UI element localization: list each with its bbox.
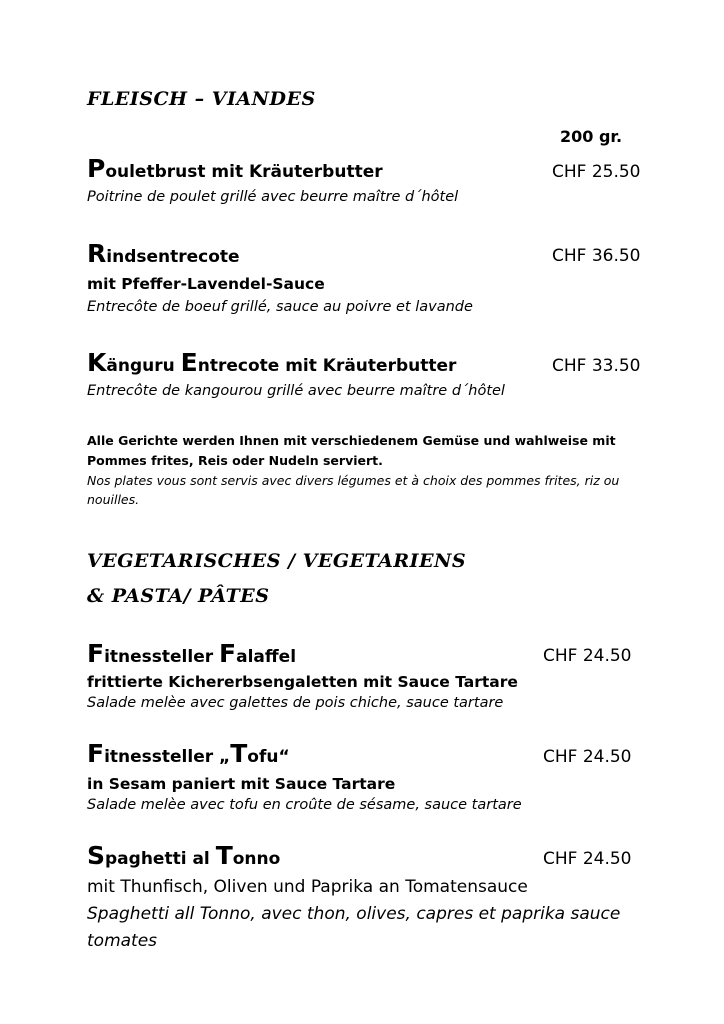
dish-description-fr: Salade melèe avec tofu en croûte de sésame, sauce tartare [87,797,522,813]
dish-initial: F [87,739,105,768]
dish-description-fr: Entrecôte de kangourou grillé avec beurre maître d´hôtel [87,383,505,399]
dish-description-de: mit Pfeffer-Lavendel-Sauce [87,275,325,293]
dish-description-de: mit Thunfisch, Oliven und Paprika an Tomatensauce [87,877,528,897]
dish-name-spaghetti [87,841,280,870]
dish-initial: F [219,639,237,668]
dish-description-de: in Sesam paniert mit Sauce Tartare [87,775,396,793]
dish-description-fr: Entrecôte de boeuf grillé, sauce au poivre et lavande [87,299,473,315]
section-title-meat: FLEISCH – VIANDES [87,88,316,110]
dish-price: CHF 24.50 [543,646,632,666]
dish-price: CHF 33.50 [552,356,641,376]
dish-name-rest: onno [232,849,281,869]
weight-note: 200 gr. [560,127,623,146]
dish-name-pouletbrust [87,154,383,183]
dish-name-rest: ouletbrust mit Kräuterbutter [105,162,383,182]
dish-name-tofu [87,739,290,768]
dish-price: CHF 24.50 [543,849,632,869]
dish-description-fr: Salade melèe avec galettes de pois chiche, sauce tartare [87,695,504,711]
dish-initial: F [87,639,105,668]
dish-initial: K [87,348,107,377]
dish-name-falaffel [87,639,296,668]
dish-price: CHF 25.50 [552,162,641,182]
dish-name-rest: ntrecote mit Kräuterbutter [197,356,457,376]
dish-initial: S [87,841,106,870]
dish-initial: T [230,739,248,768]
side-note-fr: Nos plates vous sont servis avec divers légumes et à choix des pommes frites, riz ou nouilles. [87,473,620,507]
dish-initial: T [215,841,233,870]
dish-description-fr: Poitrine de poulet grillé avec beurre maître d´hôtel [87,189,459,205]
dish-name-rest: itnessteller „ [104,747,231,767]
dish-name-rest: alaffel [236,647,297,667]
dish-name-rindsentrecote [87,239,240,268]
side-note-de: Alle Gerichte werden Ihnen mit verschiedenem Gemüse und wahlweise mit Pommes frites, Reis oder Nudeln serviert. [87,433,616,468]
dish-name-rest: paghetti al [105,849,216,869]
dish-description-fr: Spaghetti all Tonno, avec thon, olives, capres et paprika sauce tomates [87,904,621,951]
dish-initial: E [180,348,198,377]
dish-name-rest: itnessteller [104,647,220,667]
dish-description-de: frittierte Kichererbsengaletten mit Sauce Tartare [87,673,518,691]
dish-name-rest: indsentrecote [106,247,240,267]
dish-initial: P [87,154,106,183]
dish-price: CHF 24.50 [543,747,632,767]
dish-initial: R [87,239,107,268]
dish-name-rest: änguru [106,356,181,376]
dish-name-kanguru [87,348,456,377]
section-title-veg-line2: & PASTA/ PÂTES [87,585,270,607]
dish-price: CHF 36.50 [552,246,641,266]
section-title-veg-line1: VEGETARISCHES / VEGETARIENS [87,550,467,572]
dish-name-rest: ofu“ [247,747,290,767]
